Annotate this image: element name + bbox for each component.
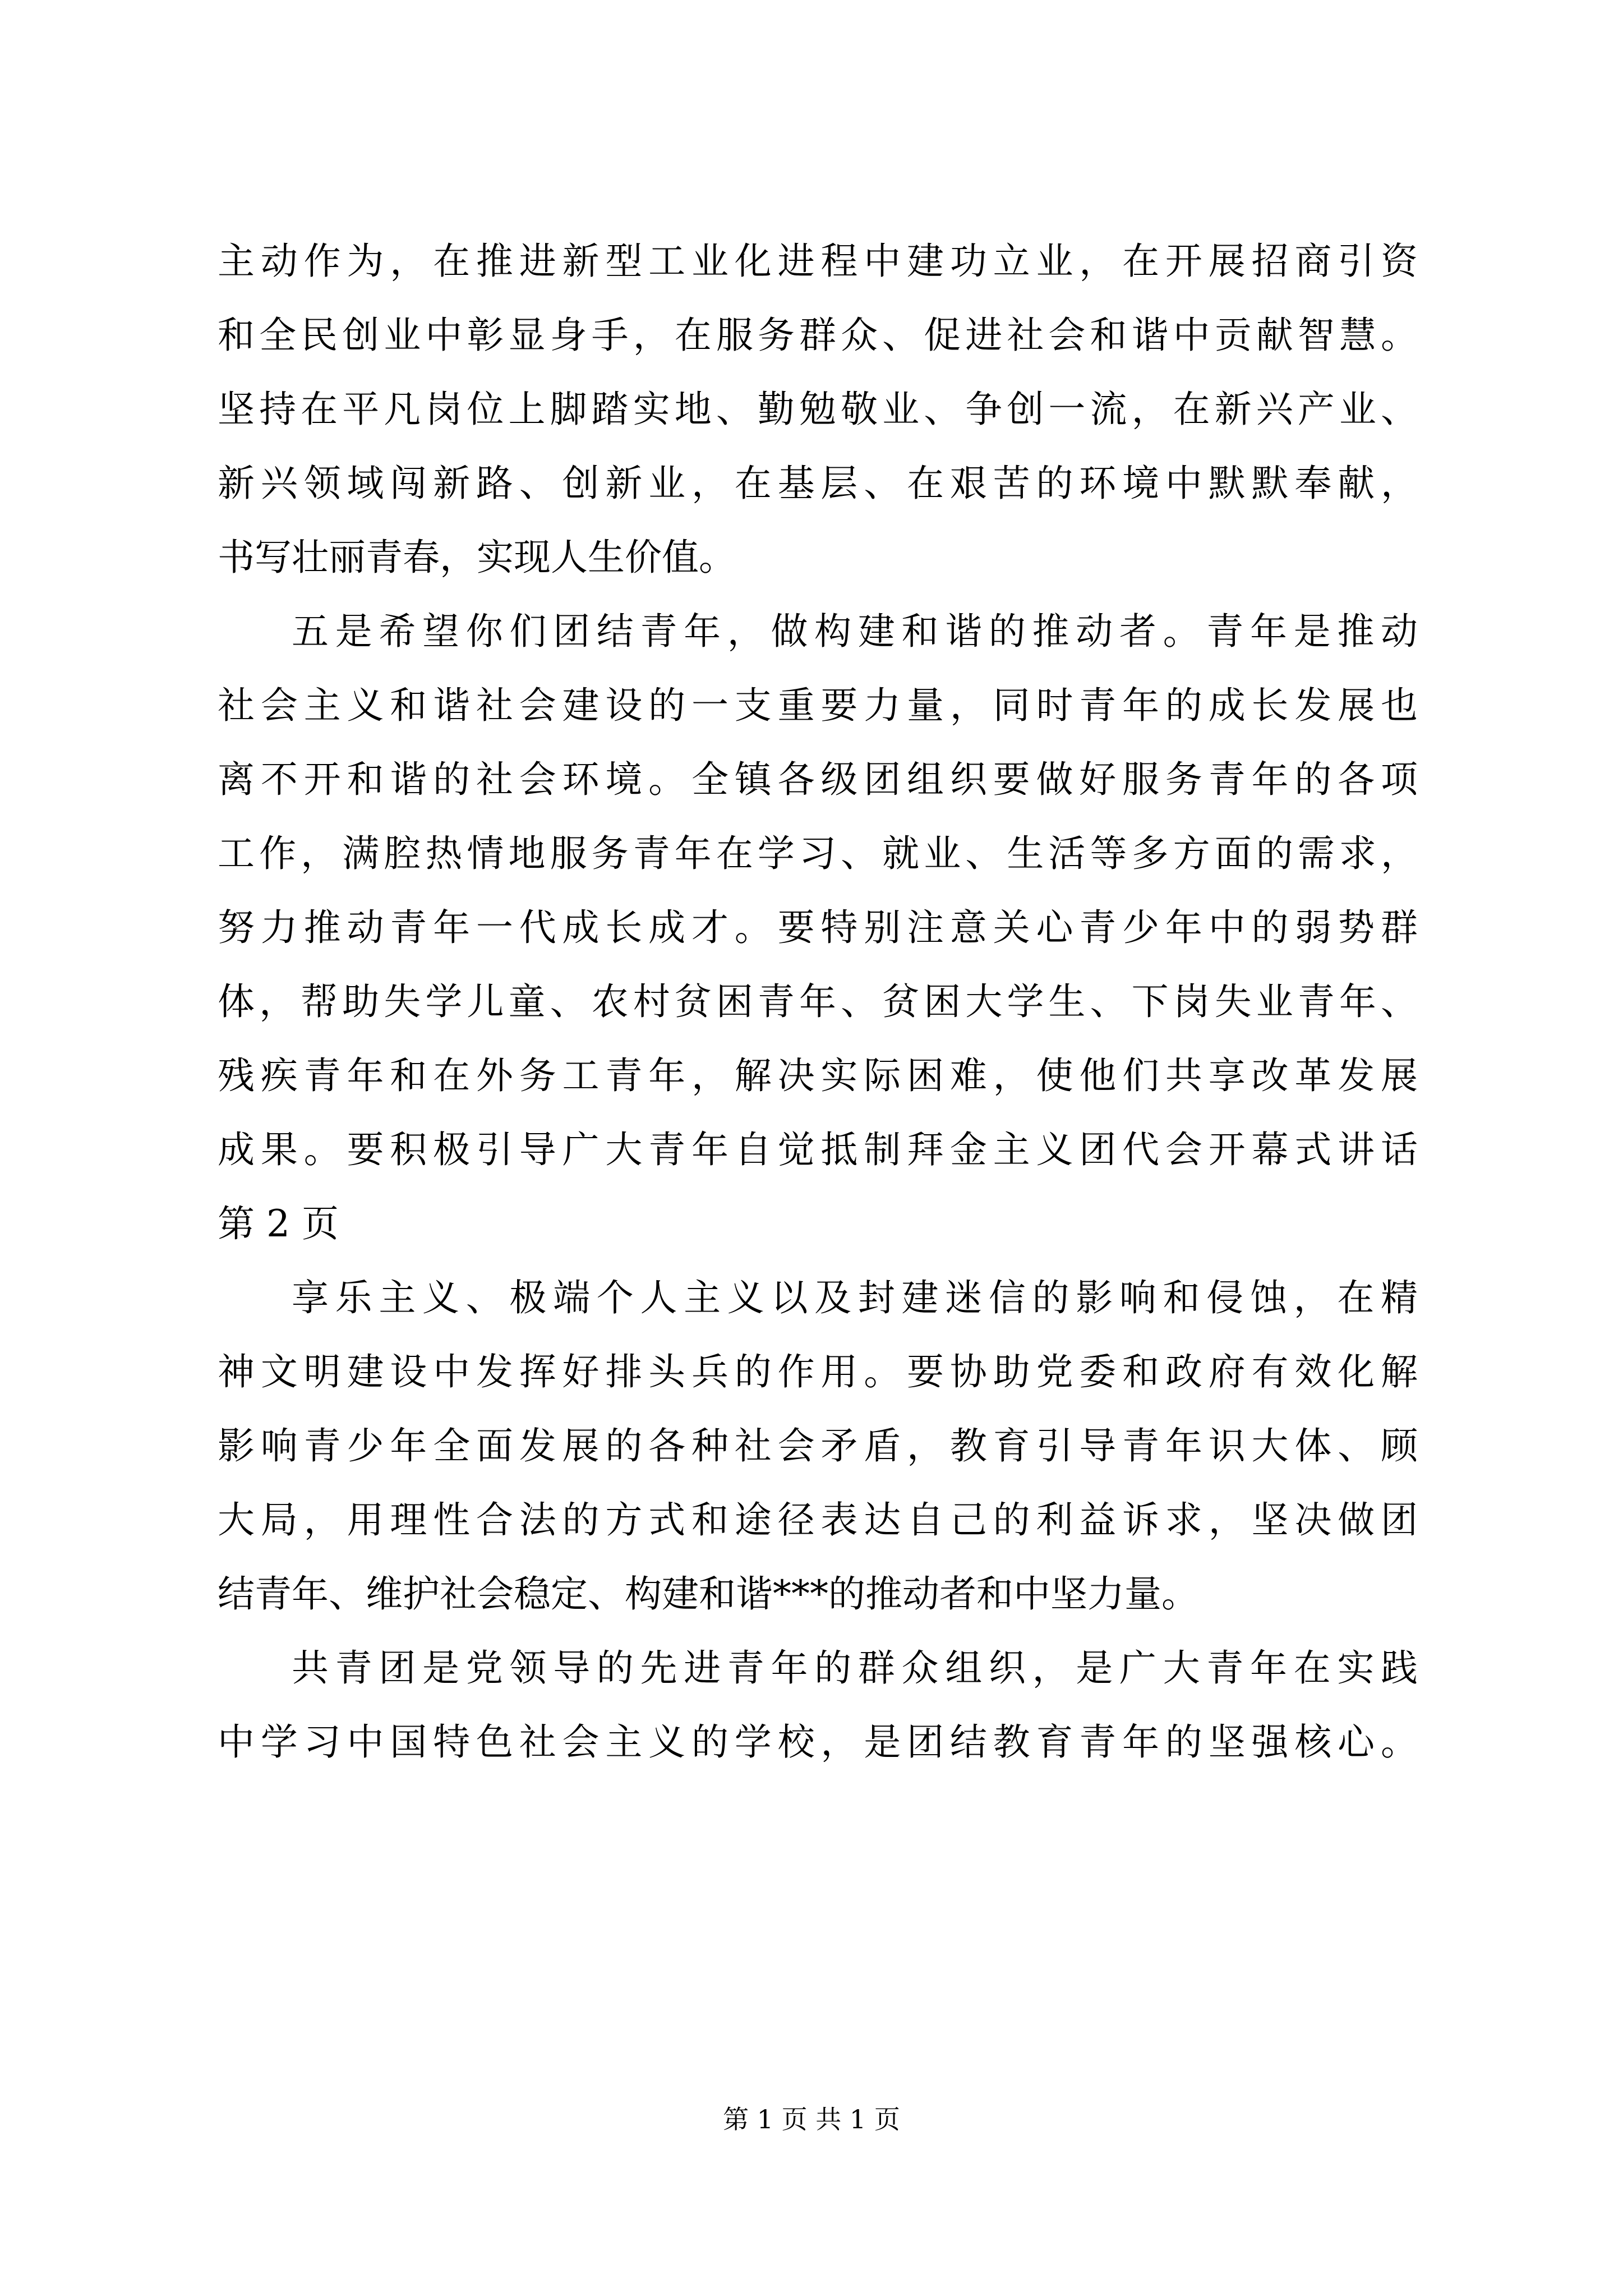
- paragraph-1: [218, 224, 1418, 595]
- text-line: 中学习中国特色社会主义的学校，是团结教育青年的坚强核心。: [218, 1720, 1418, 1764]
- text-line: 享乐主义、极端个人主义以及封建迷信的影响和侵蚀，在精: [292, 1276, 1418, 1319]
- text-line: 努力推动青年一代成长成才。要特别注意关心青少年中的弱势群: [218, 906, 1418, 949]
- text-line: 残疾青年和在外务工青年，解决实际困难，使他们共享改革发展: [218, 1054, 1418, 1097]
- text-line: 神文明建设中发挥好排头兵的作用。要协助党委和政府有效化解: [218, 1350, 1418, 1393]
- text-line: 结青年、维护社会稳定、构建和谐***的推动者和中坚力量。: [218, 1572, 1198, 1616]
- text-line: 社会主义和谐社会建设的一支重要力量，同时青年的成长发展也: [218, 684, 1418, 727]
- text-line: 共青团是党领导的先进青年的群众组织，是广大青年在实践: [292, 1646, 1418, 1690]
- document-body: [218, 224, 1418, 1779]
- text-line: 和全民创业中彰显身手，在服务群众、促进社会和谐中贡献智慧。: [218, 314, 1418, 357]
- text-line: 成果。要积极引导广大青年自觉抵制拜金主义团代会开幕式讲话: [218, 1128, 1418, 1171]
- text-line: 大局，用理性合法的方式和途径表达自己的利益诉求，坚决做团: [218, 1498, 1418, 1542]
- text-line: 坚持在平凡岗位上脚踏实地、勤勉敬业、争创一流，在新兴产业、: [218, 388, 1418, 431]
- paragraph-2: [218, 595, 1418, 1261]
- page-footer: 第 1 页 共 1 页: [723, 2104, 900, 2134]
- page-marker-text: 第 2 页: [218, 1202, 339, 1245]
- text-line: 离不开和谐的社会环境。全镇各级团组织要做好服务青年的各项: [218, 758, 1418, 801]
- text-line: 五是希望你们团结青年，做构建和谐的推动者。青年是推动: [292, 610, 1418, 653]
- text-line: 影响青少年全面发展的各种社会矛盾，教育引导青年识大体、顾: [218, 1424, 1418, 1467]
- text-line: 体，帮助失学儿童、农村贫困青年、贫困大学生、下岗失业青年、: [218, 980, 1418, 1023]
- text-line: 书写壮丽青春，实现人生价值。: [218, 536, 736, 579]
- text-line: 工作，满腔热情地服务青年在学习、就业、生活等多方面的需求，: [218, 832, 1418, 875]
- paragraph-4: [218, 1631, 1418, 1779]
- text-line: 新兴领域闯新路、创新业，在基层、在艰苦的环境中默默奉献，: [218, 462, 1418, 505]
- text-line: 主动作为，在推进新型工业化进程中建功立业，在开展招商引资: [218, 240, 1418, 283]
- paragraph-3: [218, 1261, 1418, 1631]
